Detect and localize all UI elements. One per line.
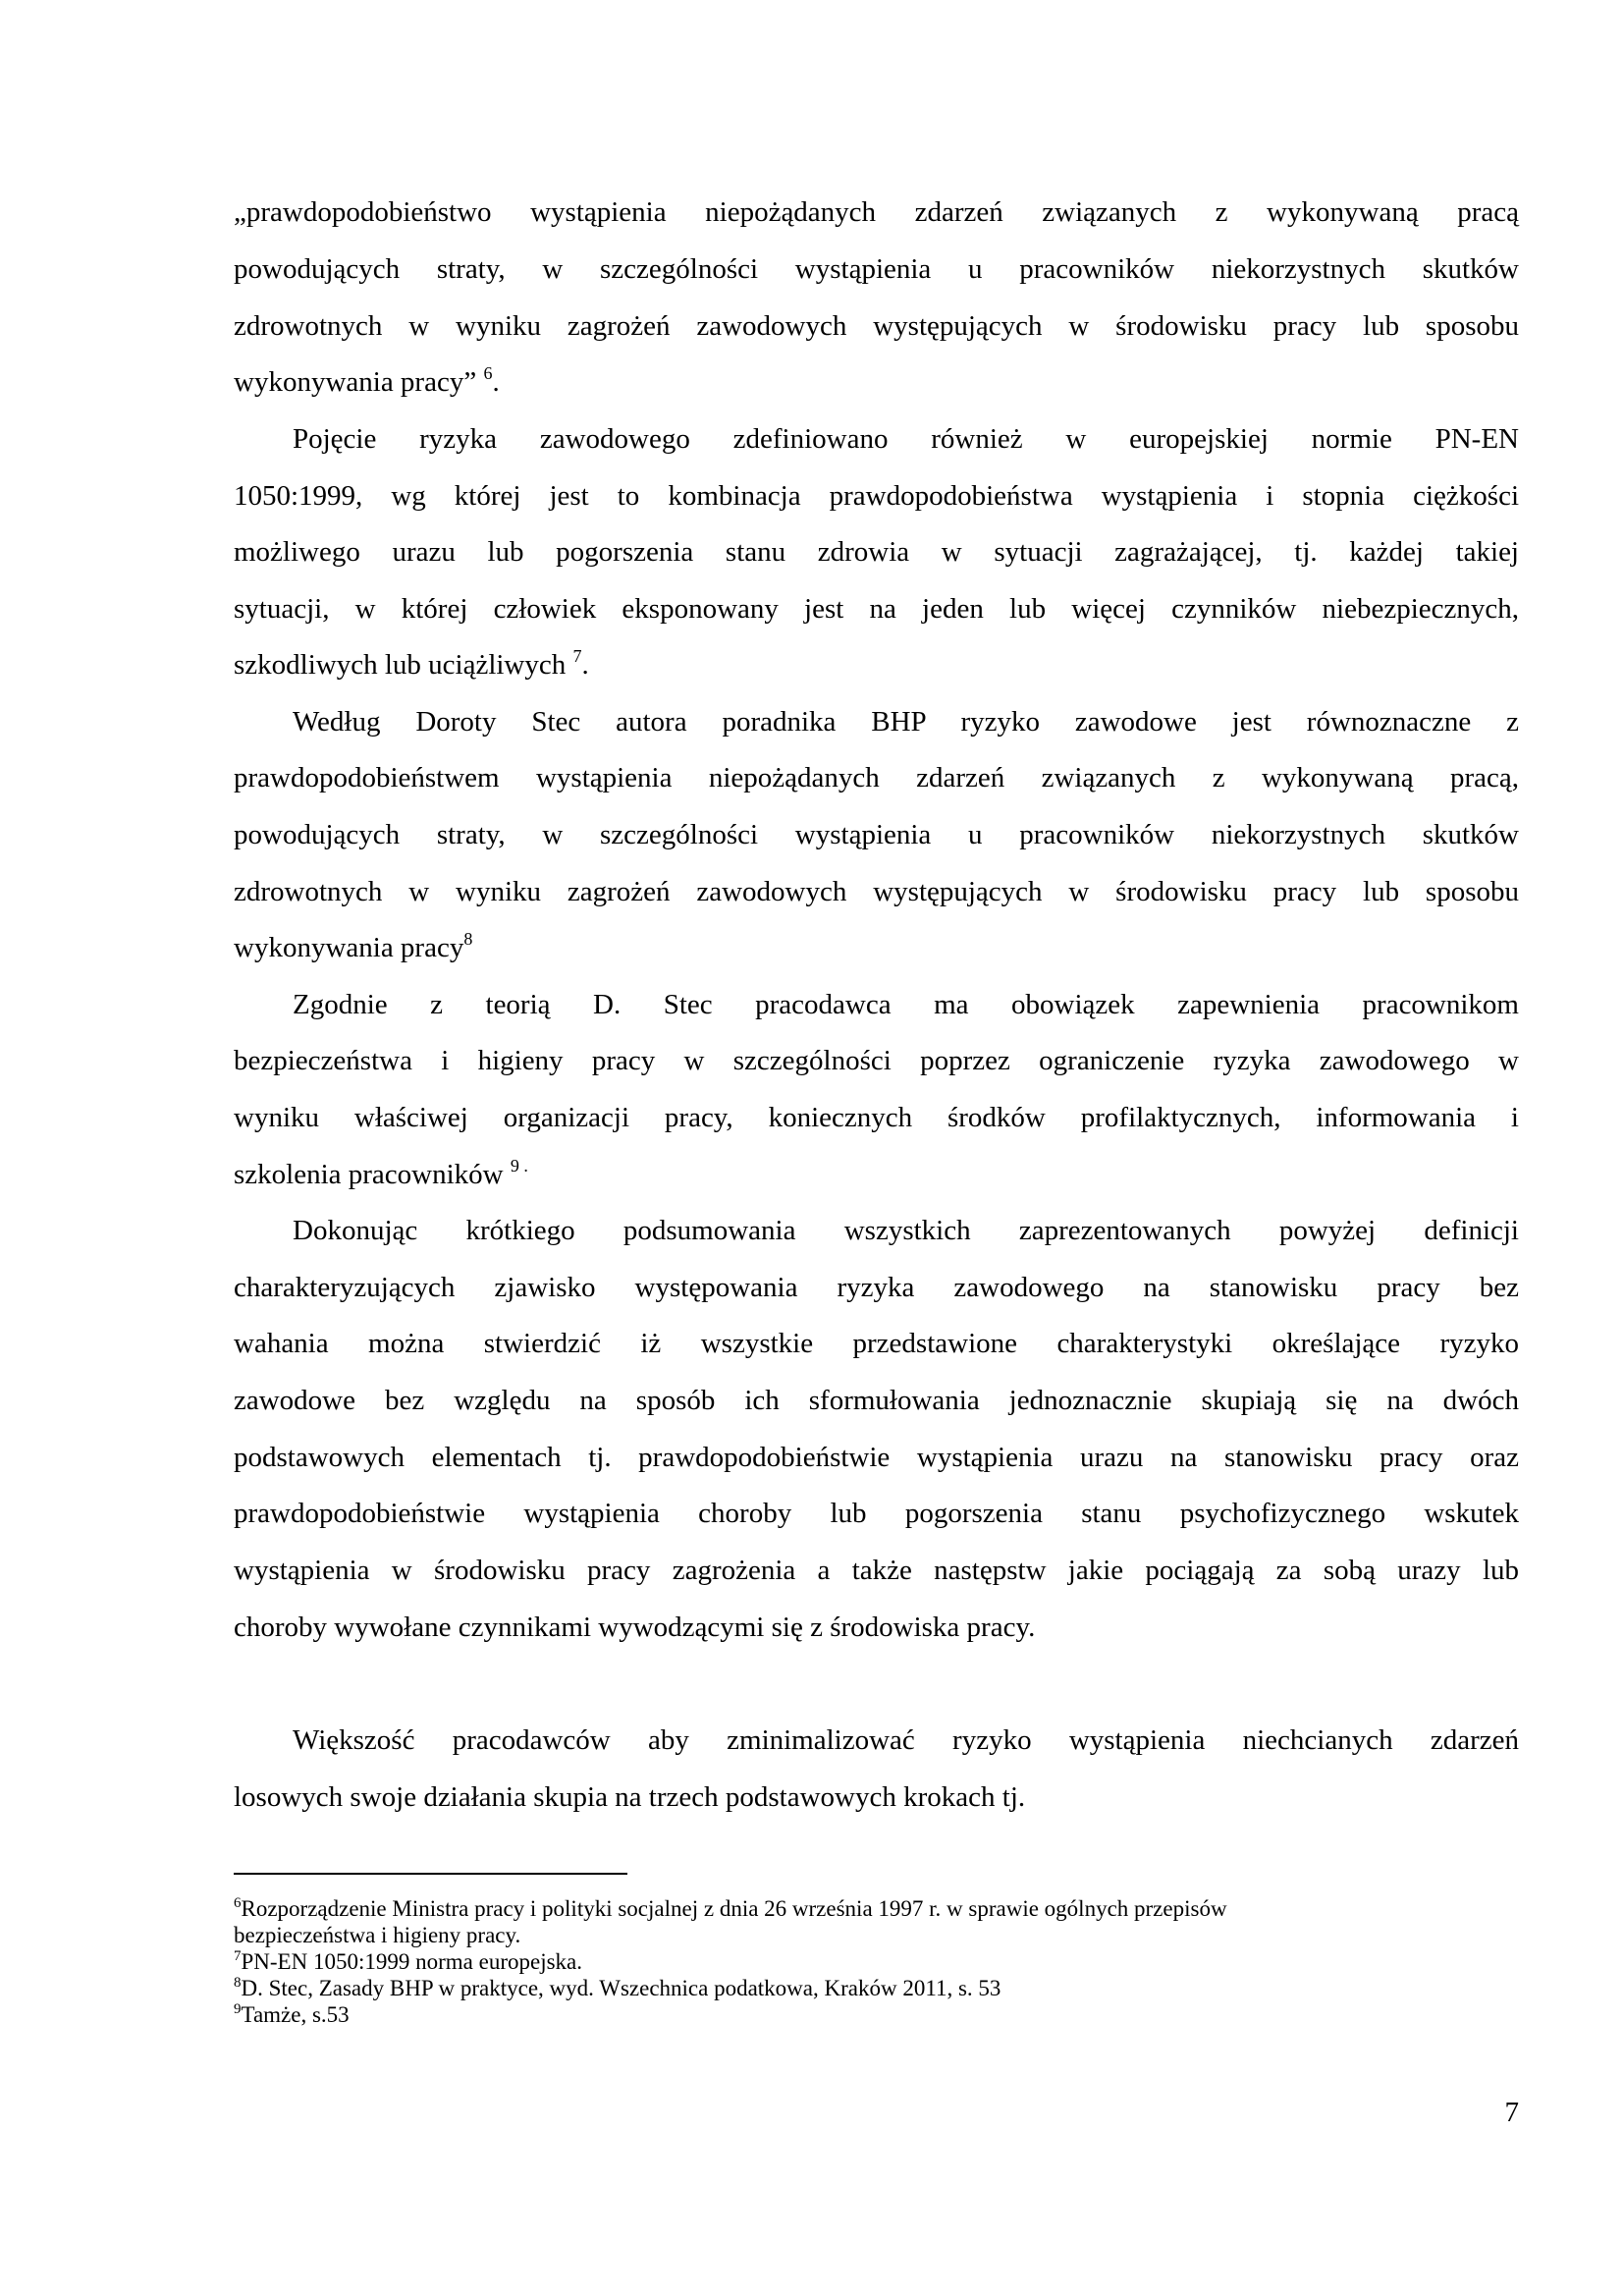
body-line: prawdopodobieństwem wystąpienia niepożądanych zdarzeń związanych z wykonywaną pracą, bbox=[234, 762, 1519, 793]
footnote-text: Tamże, s.53 bbox=[241, 2002, 350, 2027]
footnote-separator bbox=[234, 1873, 627, 1875]
body-line: zdrowotnych w wyniku zagrożeń zawodowych występujących w środowisku pracy lub sposobu bbox=[234, 876, 1519, 907]
body-line bbox=[234, 645, 589, 684]
body-line: Według Doroty Stec autora poradnika BHP ryzyko zawodowe jest równoznaczne z bbox=[293, 706, 1519, 738]
body-line: losowych swoje działania skupia na trzech podstawowych krokach tj. bbox=[234, 1781, 1026, 1813]
body-line: Większość pracodawców aby zminimalizować ryzyko wystąpienia niechcianych zdarzeń bbox=[293, 1724, 1519, 1756]
body-line: podstawowych elementach tj. prawdopodobieństwie wystąpienia urazu na stanowisku pracy oraz bbox=[234, 1442, 1519, 1473]
footnote-ref-6: 6 bbox=[483, 363, 493, 383]
footnote-text: Rozporządzenie Ministra pracy i polityki socjalnej z dnia 26 września 1997 r. w sprawie ogólnych przepisów bbox=[241, 1896, 1227, 1921]
footnote-text: D. Stec, Zasady BHP w praktyce, wyd. Wszechnica podatkowa, Kraków 2011, s. 53 bbox=[241, 1976, 1001, 2000]
body-line: powodujących straty, w szczególności wystąpienia u pracowników niekorzystnych skutków bbox=[234, 819, 1519, 850]
page-number: 7 bbox=[1504, 2097, 1519, 2128]
footnote-7 bbox=[234, 1948, 582, 1976]
body-line: zawodowe bez względu na sposób ich sformułowania jednoznacznie skupiają się na dwóch bbox=[234, 1385, 1519, 1416]
body-line: zdrowotnych w wyniku zagrożeń zawodowych występujących w środowisku pracy lub sposobu bbox=[234, 310, 1519, 342]
body-text: szkodliwych lub uciążliwych bbox=[234, 649, 567, 681]
footnote-ref-8: 8 bbox=[463, 929, 473, 949]
footnote-text: bezpieczeństwa i higieny pracy. bbox=[234, 1923, 521, 1947]
body-line: prawdopodobieństwie wystąpienia choroby lub pogorszenia stanu psychofizycznego wskutek bbox=[234, 1498, 1519, 1529]
body-line: choroby wywołane czynnikami wywodzącymi się z środowiska pracy. bbox=[234, 1612, 1036, 1643]
footnote-mark: 7 bbox=[234, 1948, 242, 1964]
footnote-8 bbox=[234, 1975, 1001, 2002]
footnote-9 bbox=[234, 2001, 350, 2029]
footnote-6-continued bbox=[234, 1922, 520, 1949]
footnote-mark: 9 bbox=[234, 2001, 242, 2017]
body-text: wykonywania pracy bbox=[234, 932, 464, 963]
footnote-ref-9: 9 . bbox=[510, 1156, 528, 1175]
body-line: powodujących straty, w szczególności wystąpienia u pracowników niekorzystnych skutków bbox=[234, 253, 1519, 285]
body-line: charakteryzujących zjawisko występowania ryzyka zawodowego na stanowisku pracy bez bbox=[234, 1272, 1519, 1303]
footnote-ref-punct: . bbox=[492, 366, 500, 398]
body-line: Pojęcie ryzyka zawodowego zdefiniowano również w europejskiej normie PN-EN bbox=[293, 423, 1519, 455]
footnote-mark: 8 bbox=[234, 1975, 242, 1991]
footnote-text: PN-EN 1050:1999 norma europejska. bbox=[241, 1949, 582, 1974]
body-text: wykonywania pracy” bbox=[234, 366, 477, 398]
body-line bbox=[234, 928, 472, 967]
body-line: wahania można stwierdzić iż wszystkie przedstawione charakterystyki określające ryzyko bbox=[234, 1328, 1519, 1359]
body-line: Zgodnie z teorią D. Stec pracodawca ma obowiązek zapewnienia pracownikom bbox=[293, 989, 1519, 1020]
footnote-ref-punct: . bbox=[581, 649, 589, 681]
body-line: sytuacji, w której człowiek eksponowany jest na jeden lub więcej czynników niebezpiecznych, bbox=[234, 593, 1519, 625]
body-text: szkolenia pracowników bbox=[234, 1159, 504, 1190]
body-line bbox=[234, 1155, 528, 1194]
body-line: możliwego urazu lub pogorszenia stanu zdrowia w sytuacji zagrażającej, tj. każdej takiej bbox=[234, 536, 1519, 568]
body-line: Dokonując krótkiego podsumowania wszystkich zaprezentowanych powyżej definicji bbox=[293, 1215, 1519, 1246]
footnote-ref-7: 7 bbox=[572, 646, 582, 666]
body-line: „prawdopodobieństwo wystąpienia niepożądanych zdarzeń związanych z wykonywaną pracą bbox=[234, 196, 1519, 228]
body-line: bezpieczeństwa i higieny pracy w szczególności poprzez ograniczenie ryzyka zawodowego w bbox=[234, 1045, 1519, 1076]
footnote-6 bbox=[234, 1895, 1227, 1923]
body-line: wystąpienia w środowisku pracy zagrożenia a także następstw jakie pociągają za sobą urazy lub bbox=[234, 1555, 1519, 1586]
body-line: 1050:1999, wg której jest to kombinacja prawdopodobieństwa wystąpienia i stopnia ciężkości bbox=[234, 480, 1519, 512]
body-line: wyniku właściwej organizacji pracy, koniecznych środków profilaktycznych, informowania i bbox=[234, 1102, 1519, 1133]
body-line bbox=[234, 362, 500, 402]
footnote-mark: 6 bbox=[234, 1895, 242, 1911]
